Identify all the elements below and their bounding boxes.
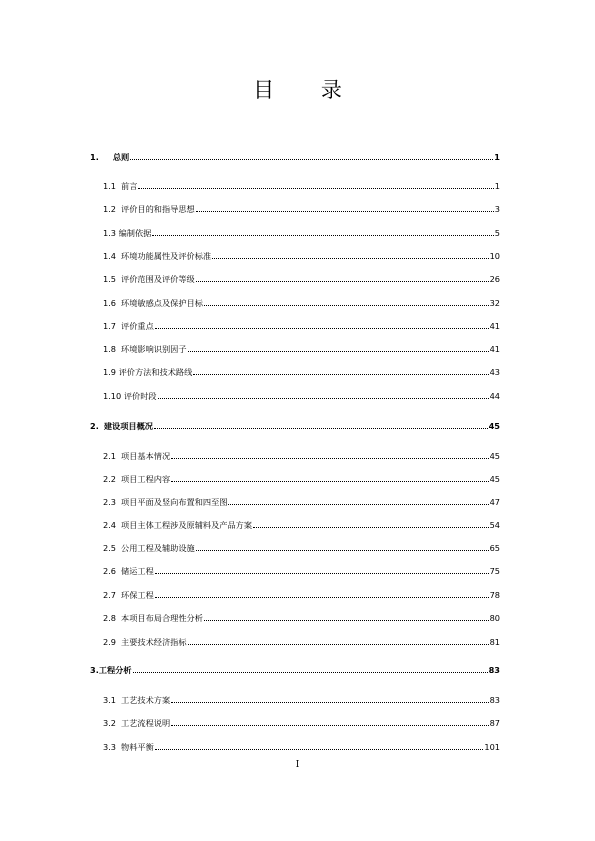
dot-leader xyxy=(171,694,488,703)
dot-leader xyxy=(154,420,488,429)
toc-entry-page-number: 1 xyxy=(494,152,500,162)
toc-entry-label: 公用工程及辅助设施 xyxy=(121,543,195,553)
toc-entry-number: 2.9 xyxy=(103,637,117,647)
toc-entry-number: 1.1 xyxy=(103,181,117,191)
toc-entry-page-number: 5 xyxy=(494,228,500,238)
dot-leader xyxy=(130,151,493,160)
toc-entry-number: 1.6 xyxy=(103,298,117,308)
toc-entry-number: 2.1 xyxy=(103,451,117,461)
toc-entry[interactable] xyxy=(103,741,500,753)
toc-entry-label: 1.10 评价时段 xyxy=(103,391,157,401)
dot-leader xyxy=(228,496,488,505)
toc-entry-number: 1.2 xyxy=(103,204,117,214)
dot-leader xyxy=(188,636,489,645)
dot-leader xyxy=(158,390,489,399)
toc-entry-label: 主要技术经济指标 xyxy=(121,637,187,647)
dot-leader xyxy=(193,366,488,375)
toc-entry-label: 评价范围及评价等级 xyxy=(121,274,195,284)
toc-entry[interactable] xyxy=(103,250,500,262)
toc-entry-number: 1.8 xyxy=(103,344,117,354)
toc-entry[interactable] xyxy=(103,203,500,215)
toc-entry-page-number: 81 xyxy=(489,637,500,647)
toc-entry-page-number: 41 xyxy=(489,321,500,331)
page-title: 目 录 xyxy=(253,78,362,102)
dot-leader xyxy=(171,450,488,459)
toc-entry-page-number: 75 xyxy=(489,566,500,576)
toc-entry-number: 2.3 xyxy=(103,497,117,507)
toc-entry[interactable] xyxy=(103,565,500,577)
dot-leader xyxy=(253,519,489,528)
toc-entry-number: 1. xyxy=(90,152,99,162)
toc-entry-page-number: 45 xyxy=(489,451,500,461)
toc-entry-page-number: 83 xyxy=(489,695,500,705)
dot-leader xyxy=(152,227,493,236)
toc-entry[interactable] xyxy=(103,612,500,624)
toc-entry-label: 评价重点 xyxy=(121,321,154,331)
toc-entry-page-number: 10 xyxy=(489,251,500,261)
dot-leader xyxy=(196,273,489,282)
toc-entry[interactable] xyxy=(103,343,500,355)
dot-leader xyxy=(133,664,488,673)
toc-entry[interactable] xyxy=(103,450,500,462)
toc-entry-page-number: 43 xyxy=(489,367,500,377)
toc-entry-page-number: 54 xyxy=(489,520,500,530)
toc-entry[interactable] xyxy=(103,180,500,192)
toc-entry[interactable] xyxy=(103,717,500,729)
toc-entry-page-number: 45 xyxy=(489,474,500,484)
toc-entry-number: 1.5 xyxy=(103,274,117,284)
dot-leader xyxy=(155,565,489,574)
toc-entry[interactable] xyxy=(103,473,500,485)
dot-leader xyxy=(204,297,489,306)
dot-leader xyxy=(212,250,488,259)
toc-entry-number: 3.1 xyxy=(103,695,117,705)
toc-entry[interactable] xyxy=(103,589,500,601)
dot-leader xyxy=(196,542,489,551)
toc-entry-page-number: 3 xyxy=(494,204,500,214)
toc-entry-number: 2.2 xyxy=(103,474,117,484)
toc-entry[interactable] xyxy=(103,320,500,332)
toc-entry[interactable] xyxy=(103,542,500,554)
dot-leader xyxy=(171,473,488,482)
toc-entry[interactable] xyxy=(103,390,500,402)
dot-leader xyxy=(155,741,484,750)
toc-entry-page-number: 80 xyxy=(489,613,500,623)
dot-leader xyxy=(138,180,493,189)
toc-entry-page-number: 1 xyxy=(494,181,500,191)
toc-entry-page-number: 101 xyxy=(484,742,500,752)
toc-entry-page-number: 44 xyxy=(489,391,500,401)
toc-entry[interactable] xyxy=(103,227,500,239)
toc-entry-label: 项目平面及竖向布置和四至图 xyxy=(121,497,228,507)
toc-entry[interactable] xyxy=(103,297,500,309)
toc-entry-page-number: 41 xyxy=(489,344,500,354)
toc-entry-number: 2. xyxy=(90,421,99,431)
toc-entry[interactable] xyxy=(90,151,500,163)
toc-entry-number: 1.7 xyxy=(103,321,117,331)
dot-leader xyxy=(204,612,489,621)
toc-entry-label: 本项目布局合理性分析 xyxy=(121,613,203,623)
toc-entry-label: 前言 xyxy=(121,181,138,191)
toc-entry-label: 环境影响识别因子 xyxy=(121,344,187,354)
toc-entry-label: 环境功能属性及评价标准 xyxy=(121,251,212,261)
toc-entry-label: 项目主体工程涉及原辅料及产品方案 xyxy=(121,520,253,530)
toc-entry[interactable] xyxy=(103,366,500,378)
dot-leader xyxy=(155,320,489,329)
toc-entry-number: 1.4 xyxy=(103,251,117,261)
toc-entry-page-number: 87 xyxy=(489,718,500,728)
toc-entry-number: 3.3 xyxy=(103,742,117,752)
toc-entry-page-number: 83 xyxy=(488,665,500,675)
toc-entry-page-number: 32 xyxy=(489,298,500,308)
toc-entry-label: 项目工程内容 xyxy=(121,474,171,484)
dot-leader xyxy=(155,589,489,598)
toc-entry-number: 2.7 xyxy=(103,590,117,600)
toc-entry[interactable] xyxy=(103,496,500,508)
toc-entry-label: 1.9 评价方法和技术路线 xyxy=(103,367,193,377)
toc-entry-page-number: 65 xyxy=(489,543,500,553)
page-number: I xyxy=(295,760,300,770)
toc-entry-label: 建设项目概况 xyxy=(103,421,153,431)
dot-leader xyxy=(171,717,488,726)
toc-entry-page-number: 47 xyxy=(489,497,500,507)
toc-entry-label: 3.工程分析 xyxy=(90,665,132,675)
toc-entry-label: 环境敏感点及保护目标 xyxy=(121,298,203,308)
toc-entry-label: 1.3 编制依据 xyxy=(103,228,152,238)
toc-entry[interactable] xyxy=(90,664,500,676)
toc-entry[interactable] xyxy=(103,636,500,648)
dot-leader xyxy=(196,203,494,212)
toc-entry-label: 工艺技术方案 xyxy=(121,695,171,705)
toc-entry-label: 项目基本情况 xyxy=(121,451,171,461)
toc-entry-page-number: 45 xyxy=(488,421,500,431)
toc-entry-page-number: 78 xyxy=(489,590,500,600)
toc-entry-label: 物料平衡 xyxy=(121,742,154,752)
toc-entry-label: 评价目的和指导思想 xyxy=(121,204,195,214)
toc-entry[interactable] xyxy=(103,273,500,285)
toc-entry[interactable] xyxy=(90,420,500,432)
toc-entry-number: 2.5 xyxy=(103,543,117,553)
toc-entry-label: 工艺流程说明 xyxy=(121,718,171,728)
dot-leader xyxy=(188,343,489,352)
toc-entry-page-number: 26 xyxy=(489,274,500,284)
toc-entry-label: 环保工程 xyxy=(121,590,154,600)
toc-entry-number: 2.4 xyxy=(103,520,117,530)
toc-entry[interactable] xyxy=(103,694,500,706)
toc-entry-label: 总则 xyxy=(112,152,130,162)
toc-entry-number: 2.8 xyxy=(103,613,117,623)
toc-entry-number: 3.2 xyxy=(103,718,117,728)
toc-entry-label: 储运工程 xyxy=(121,566,154,576)
toc-entry-number: 2.6 xyxy=(103,566,117,576)
toc-entry[interactable] xyxy=(103,519,500,531)
